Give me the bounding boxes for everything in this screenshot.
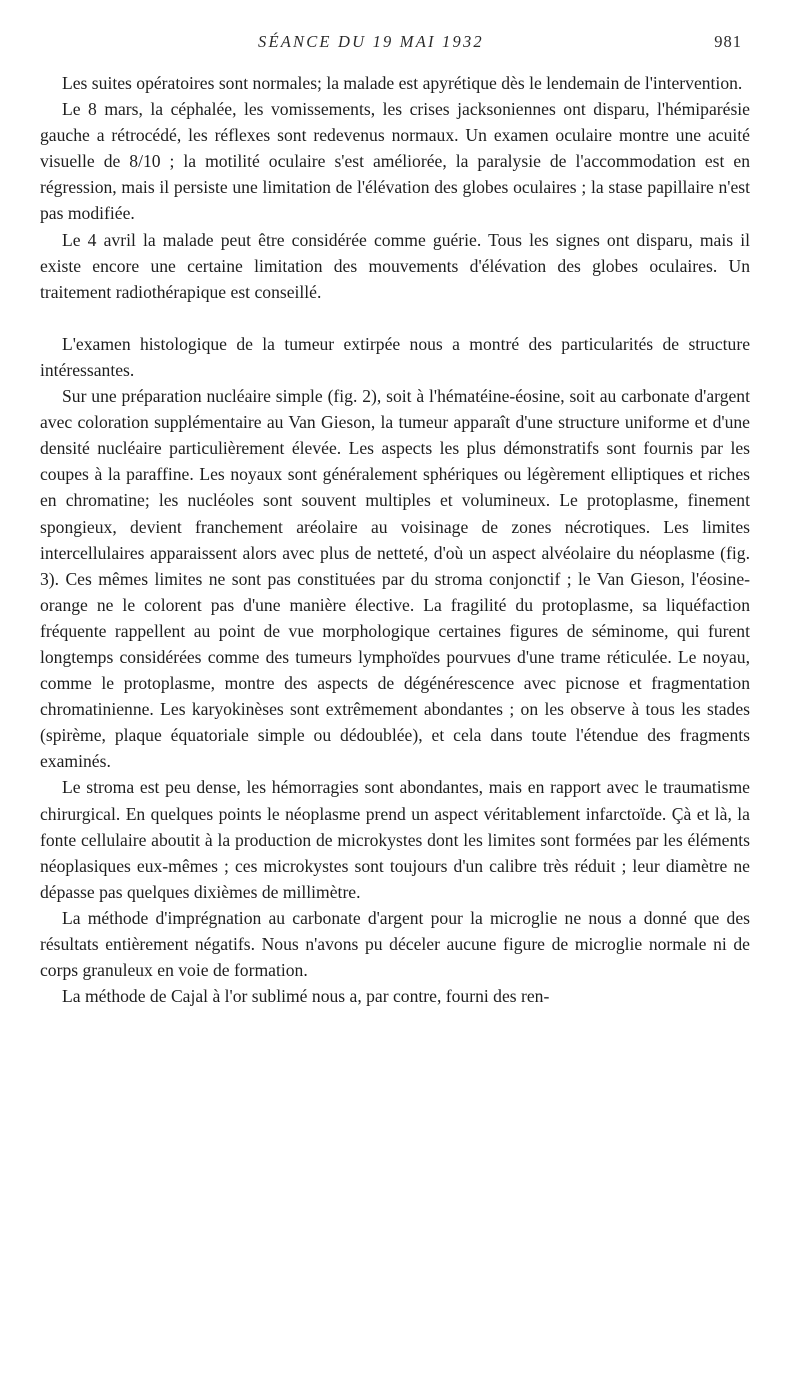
- paragraph: La méthode de Cajal à l'or sublimé nous a, par contre, fourni des ren-: [62, 986, 550, 1007]
- paragraph: Les suites opératoires sont normales; la malade est apyrétique dès le lendemain de l'intervention.: [62, 73, 743, 93]
- paragraph: La méthode d'imprégnation au carbonate d'argent pour la microglie ne nous a donné que des résultats entièrement négatifs. Nous n'avons pu déceler aucune figure de microglie normale ni de corps granuleux en voie de formation.: [40, 907, 750, 981]
- paragraph: Sur une préparation nucléaire simple (fig. 2), soit à l'hématéine-éosine, soit au carbonate d'argent avec coloration supplémentaire au Van Gieson, la tumeur apparaît d'une structure uniforme et d'une densité nucléaire particulièrement élevée. Les aspects les plus démonstratifs sont fournis par les coupes à la paraffine. Les noyaux sont généralement sphériques ou légèrement elliptiques et riches en chromatine; les nucléoles sont souvent multiples et volumineux. Le protoplasme, finement spongieux, devient franchement aréolaire au voisinage de zones nécrotiques. Les limites intercellulaires apparaissent alors avec plus de netteté, d'où un aspect alvéolaire du néoplasme (fig. 3). Ces mêmes limites ne sont pas constituées par du stroma conjonctif ; le Van Gieson, l'éosine-orange ne le colorent pas d'une manière élective. La fragilité du protoplasme, sa liquéfaction fréquente rappellent au point de vue morphologique certaines figures de séminome, qui furent longtemps considérées comme des tumeurs lymphoïdes pourvues d'une trame réticulée. Le noyau, comme le protoplasme, montre des aspects de dégénérescence avec picnose et fragmentation chromatinienne. Les karyokinèses sont extrêmement abondantes ; on les observe à tous les stades (spirème, plaque équatoriale simple ou dédoublée), et cela dans toute l'étendue des fragments examinés.: [40, 386, 750, 772]
- paragraph: Le 4 avril la malade peut être considérée comme guérie. Tous les signes ont disparu, mais il existe encore une certaine limitation des mouvements d'élévation des globes oculaires. Un traitement radiothérapique est conseillé.: [40, 229, 750, 302]
- paragraph: Le stroma est peu dense, les hémorragies sont abondantes, mais en rapport avec le traumatisme chirurgical. En quelques points le néoplasme prend un aspect véritablement infarctoïde. Çà et là, la fonte cellulaire aboutit à la production de microkystes dont les limites sont formées par les éléments néoplasiques eux-mêmes ; ces microkystes sont toujours d'un calibre très réduit ; leur diamètre ne dépasse pas quelques dixièmes de millimètre.: [40, 777, 750, 902]
- body-text: [40, 70, 750, 1009]
- running-head: SÉANCE DU 19 MAI 1932: [258, 32, 484, 51]
- paragraph: L'examen histologique de la tumeur extirpée nous a montré des particularités de structure intéressantes.: [40, 333, 750, 380]
- page-header: [0, 30, 800, 56]
- page-number: 981: [714, 32, 742, 51]
- paragraph: Le 8 mars, la céphalée, les vomissements, les crises jacksoniennes ont disparu, l'hémiparésie gauche a rétrocédé, les réflexes sont redevenus normaux. Un examen oculaire montre une acuité visuelle de 8/10 ; la motilité oculaire s'est améliorée, la paralysie de l'accommodation est en régression, mais il persiste une limitation de l'élévation des globes oculaires ; la stase papillaire n'est pas modifiée.: [40, 99, 750, 224]
